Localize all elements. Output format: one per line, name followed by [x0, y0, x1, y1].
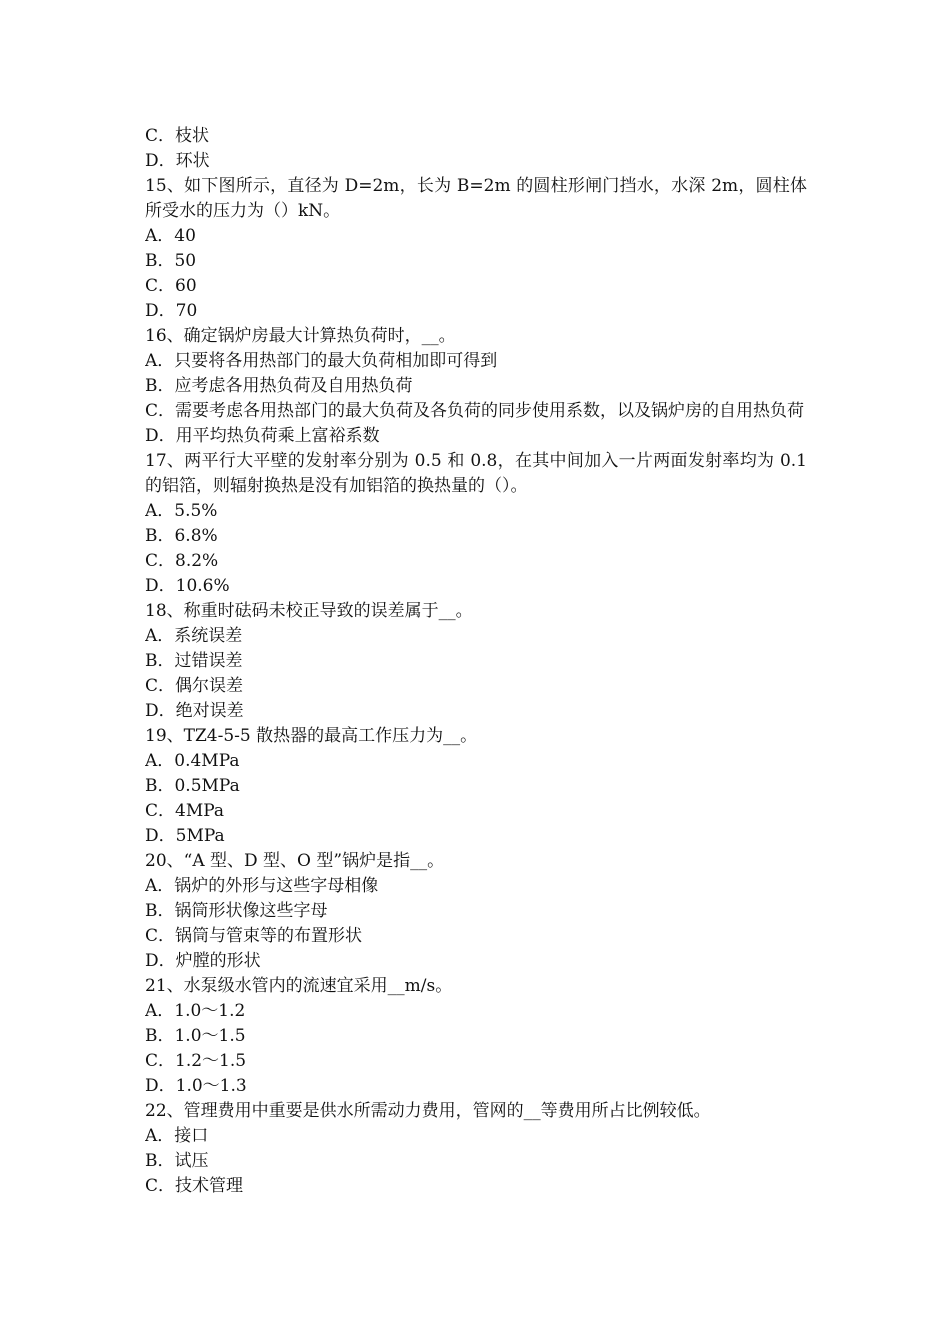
answer-option: A．40 [145, 226, 196, 246]
answer-option: A．只要将各用热部门的最大负荷相加即可得到 [145, 351, 498, 371]
answer-option: B．应考虑各用热负荷及自用热负荷 [145, 376, 413, 396]
question-text: 19、TZ4-5-5 散热器的最高工作压力为__。 [145, 726, 478, 746]
answer-option: C．锅筒与管束等的布置形状 [145, 926, 363, 946]
answer-option: C．偶尔误差 [145, 676, 244, 696]
answer-option: A．锅炉的外形与这些字母相像 [145, 876, 379, 896]
answer-option: D．70 [145, 301, 198, 321]
answer-option: A．1.0～1.2 [145, 1001, 246, 1021]
question-text: 22、管理费用中重要是供水所需动力费用，管网的__等费用所占比例较低。 [145, 1101, 711, 1121]
answer-option: D．1.0～1.3 [145, 1076, 247, 1096]
answer-option: A．0.4MPa [145, 751, 240, 771]
question-text: 16、确定锅炉房最大计算热负荷时，__。 [145, 326, 456, 346]
question-text: 21、水泵级水管内的流速宜采用__m/s。 [145, 976, 453, 996]
answer-option: A．5.5% [145, 501, 218, 521]
answer-option: B．0.5MPa [145, 776, 240, 796]
question-text: 20、“A 型、D 型、O 型”锅炉是指__。 [145, 851, 445, 871]
answer-option: D．炉膛的形状 [145, 951, 261, 971]
answer-option: D．环状 [145, 151, 210, 171]
answer-option: C．8.2% [145, 551, 219, 571]
answer-option: C．技术管理 [145, 1176, 244, 1196]
question-text: 17、两平行大平壁的发射率分别为 0.5 和 0.8，在其中间加入一片两面发射率均为 0.1 的铝箔，则辐射换热是没有加铝箔的换热量的（）。 [145, 451, 807, 496]
question-text: 18、称重时砝码未校正导致的误差属于__。 [145, 601, 473, 621]
question-text: C．需要考虑各用热部门的最大负荷及各负荷的同步使用系数，以及锅炉房的自用热负荷 [145, 401, 805, 421]
answer-option: B．过错误差 [145, 651, 243, 671]
answer-option: D．5MPa [145, 826, 225, 846]
answer-option: B．1.0～1.5 [145, 1026, 246, 1046]
answer-option: D．用平均热负荷乘上富裕系数 [145, 426, 380, 446]
answer-option: B．锅筒形状像这些字母 [145, 901, 328, 921]
answer-option: C．4MPa [145, 801, 225, 821]
answer-option: C．60 [145, 276, 197, 296]
answer-option: B．50 [145, 251, 197, 271]
answer-option: B．6.8% [145, 526, 218, 546]
answer-option: D．10.6% [145, 576, 230, 596]
question-text: 15、如下图所示，直径为 D=2m，长为 B=2m 的圆柱形闸门挡水，水深 2m，圆柱体所受水的压力为（）kN。 [145, 176, 807, 221]
answer-option: C．枝状 [145, 126, 210, 146]
answer-option: D．绝对误差 [145, 701, 244, 721]
answer-option: A．系统误差 [145, 626, 243, 646]
exam-content [145, 124, 807, 1199]
answer-option: B．试压 [145, 1151, 209, 1171]
answer-option: A．接口 [145, 1126, 209, 1146]
answer-option: C．1.2～1.5 [145, 1051, 247, 1071]
